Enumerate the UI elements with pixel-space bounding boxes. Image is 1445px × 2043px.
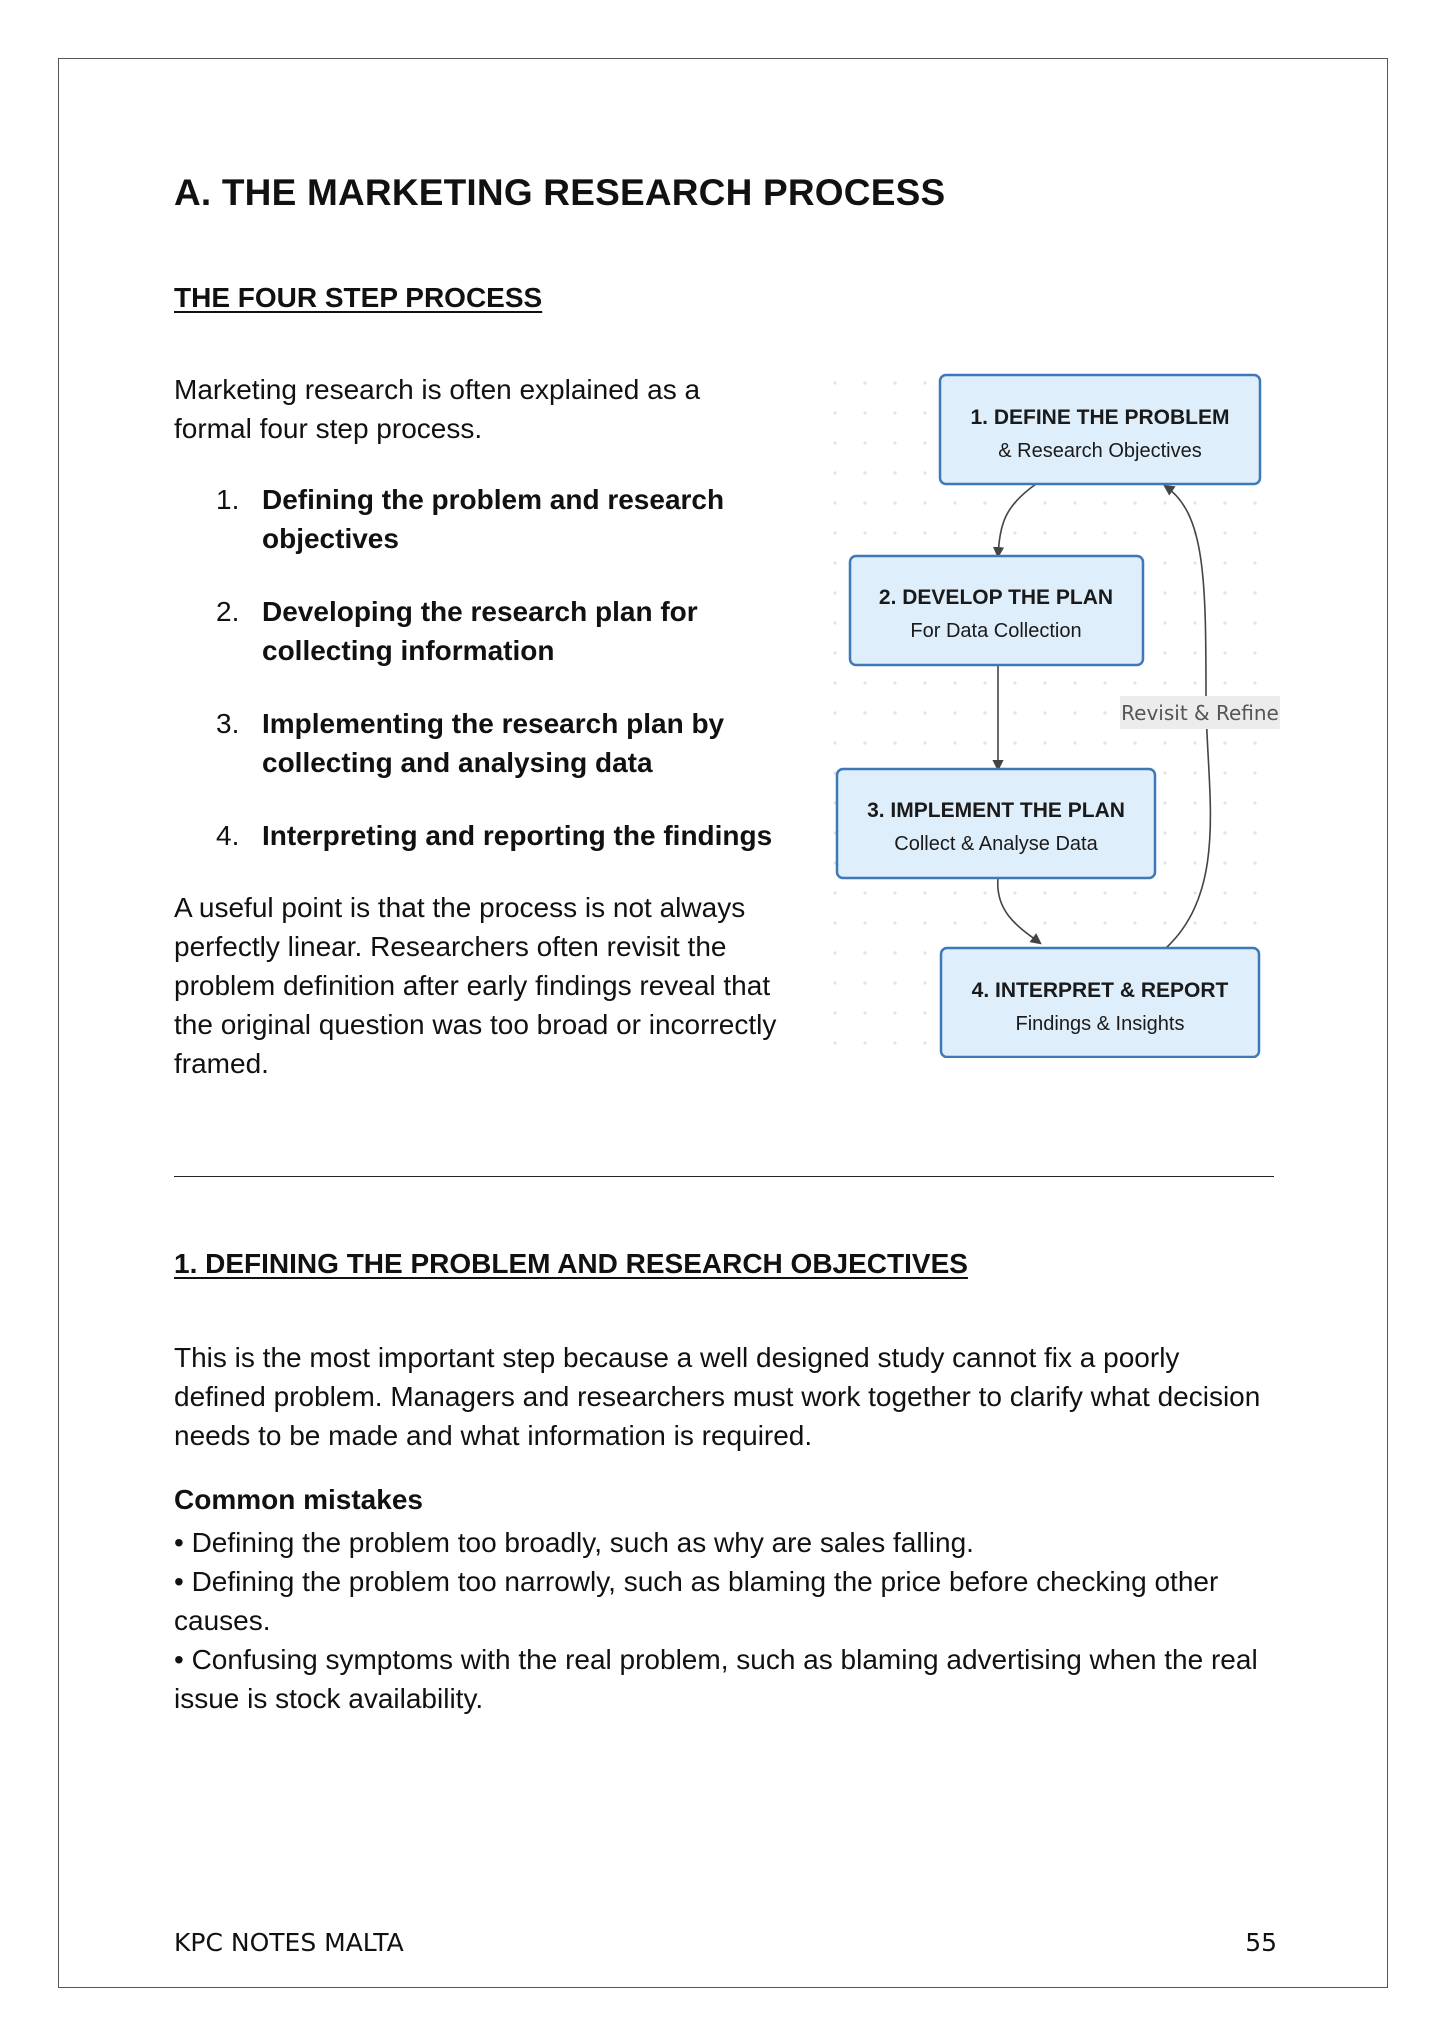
list-item-number: 4. xyxy=(216,820,240,851)
nonlinear-note-paragraph: A useful point is that the process is not always perfectly linear. Researchers often revisit the problem definition after early findings reveal that the original question was too broad or incorrectly framed. xyxy=(174,892,777,1079)
list-item-text: Developing the research plan for collecting information xyxy=(262,596,698,666)
list-item-number: 1. xyxy=(216,484,240,515)
steps-list xyxy=(174,480,814,889)
footer-publisher: KPC NOTES MALTA xyxy=(174,1928,404,1957)
common-mistakes-heading: Common mistakes xyxy=(174,1484,423,1515)
list-item-number: 2. xyxy=(216,596,240,627)
flow-box-define-title: 1. DEFINE THE PROBLEM xyxy=(970,406,1230,429)
flow-box-implement-title: 3. IMPLEMENT THE PLAN xyxy=(867,799,1125,822)
list-item xyxy=(174,480,814,558)
section-heading-defining-problem: 1. DEFINING THE PROBLEM AND RESEARCH OBJECTIVES xyxy=(174,1248,968,1279)
defining-problem-paragraph: This is the most important step because a well designed study cannot fix a poorly defined problem. Managers and researchers must work together to clarify what decision needs to be made and what information is required. xyxy=(174,1342,1261,1451)
flow-box-develop-title: 2. DEVELOP THE PLAN xyxy=(878,586,1114,609)
flow-box-interpret xyxy=(941,948,1259,1057)
list-item: • Defining the problem too broadly, such as why are sales falling. xyxy=(174,1527,974,1558)
flow-box-develop xyxy=(850,556,1143,665)
list-item-text: Defining the problem and research objectives xyxy=(262,484,725,554)
section-heading-four-step: THE FOUR STEP PROCESS xyxy=(174,282,543,313)
list-item-number: 3. xyxy=(216,708,240,739)
section-divider xyxy=(174,1176,1274,1177)
list-item: • Confusing symptoms with the real problem, such as blaming advertising when the real issue is stock availability. xyxy=(174,1644,1258,1714)
flow-box-define xyxy=(940,375,1260,484)
flow-box-interpret-subtitle: Findings & Insights xyxy=(1015,1013,1185,1035)
intro-paragraph: Marketing research is often explained as a formal four step process. xyxy=(174,374,701,444)
list-item xyxy=(174,592,814,670)
list-item: • Defining the problem too narrowly, such as blaming the price before checking other causes. xyxy=(174,1566,1219,1636)
page-number: 55 xyxy=(1245,1928,1277,1957)
flow-box-interpret-title: 4. INTERPRET & REPORT xyxy=(971,979,1229,1002)
flow-box-interpret-shape xyxy=(941,948,1259,1057)
flow-box-implement-shape xyxy=(837,769,1155,878)
flow-box-define-shape xyxy=(940,375,1260,484)
page-title: A. THE MARKETING RESEARCH PROCESS xyxy=(174,172,946,213)
flow-box-develop-subtitle: For Data Collection xyxy=(910,620,1082,642)
loop-label: Revisit & Refine xyxy=(1121,701,1279,725)
list-item xyxy=(174,704,814,782)
flow-box-define-subtitle: & Research Objectives xyxy=(998,440,1202,462)
flow-box-implement-subtitle: Collect & Analyse Data xyxy=(894,833,1098,855)
list-item-text: Interpreting and reporting the findings xyxy=(262,820,773,851)
flow-box-develop-shape xyxy=(850,556,1143,665)
list-item xyxy=(174,816,814,855)
flow-box-implement xyxy=(837,769,1155,878)
list-item-text: Implementing the research plan by collecting and analysing data xyxy=(262,708,725,778)
process-flow-diagram xyxy=(820,368,1280,1058)
